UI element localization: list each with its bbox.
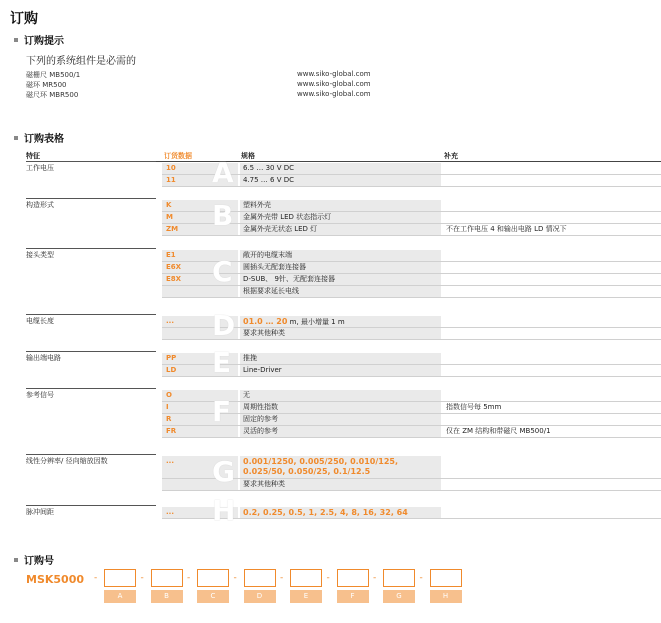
order-slot-d[interactable]: [244, 569, 276, 587]
order-code: O: [162, 390, 238, 401]
spec-cell: [240, 353, 441, 364]
order-separator: -: [94, 573, 98, 583]
spec-text: 灵活的参考: [243, 427, 278, 435]
order-separator: -: [373, 573, 377, 583]
table-row: [162, 507, 661, 518]
order-code: ...: [162, 316, 238, 327]
table-row: [162, 224, 661, 235]
order-code: ...: [162, 507, 238, 518]
order-code: ZM: [162, 224, 238, 235]
spec-cell: [240, 163, 441, 174]
spec-text: Line-Driver: [243, 366, 282, 374]
table-heading: 订购表格: [14, 130, 64, 145]
hint-text: 下列的系统组件是必需的: [26, 56, 136, 67]
feature-label: 构造形式: [26, 201, 54, 209]
row-divider: [162, 186, 661, 187]
note-cell: [443, 507, 661, 518]
feature-label: 参考信号: [26, 391, 54, 399]
spec-value: 01.0 … 20: [243, 317, 288, 326]
note-cell: [443, 274, 661, 285]
feature-label: 电缆长度: [26, 317, 54, 325]
order-code: ...: [162, 456, 238, 478]
spec-cell: [240, 286, 441, 297]
row-divider: [162, 437, 661, 438]
table-row: [162, 414, 661, 425]
hint-item-name: 磁尺环 MBR500: [26, 91, 79, 99]
order-code: E6X: [162, 262, 238, 273]
order-code: M: [162, 212, 238, 223]
feature-divider: [26, 161, 156, 162]
note-cell: [443, 262, 661, 273]
note-cell: [443, 316, 661, 327]
order-code: E1: [162, 250, 238, 261]
order-slot-a[interactable]: [104, 569, 136, 587]
order-heading: 订购号: [14, 552, 54, 567]
order-code: 10: [162, 163, 238, 174]
table-row: [162, 456, 661, 478]
table-row: [162, 402, 661, 413]
order-separator: -: [233, 573, 237, 583]
table-row: [162, 274, 661, 285]
note-cell: [443, 414, 661, 425]
spec-text: 金属外壳带 LED 状态指示灯: [243, 213, 332, 221]
order-slot-e[interactable]: [290, 569, 322, 587]
row-divider: [162, 518, 661, 519]
spec-text: D-SUB、 9针、无配套连接器: [243, 275, 335, 283]
table-row: [162, 175, 661, 186]
spec-cell: [240, 274, 441, 285]
spec-cell: [240, 426, 441, 437]
order-code: R: [162, 414, 238, 425]
hint-heading: 订购提示: [14, 32, 64, 47]
table-row: [162, 316, 661, 327]
header-feature: 特征: [26, 152, 40, 160]
note-cell: [443, 479, 661, 490]
feature-label: 脉冲间距: [26, 508, 54, 516]
note-cell: [443, 212, 661, 223]
header-spec: 规格: [241, 152, 255, 160]
feature-divider: [26, 454, 156, 455]
hint-item-name: 磁环 MR500: [26, 81, 67, 89]
order-code: PP: [162, 353, 238, 364]
order-slot-b[interactable]: [151, 569, 183, 587]
spec-text: m, 最小增量 1 m: [287, 318, 345, 326]
order-slot-label: H: [430, 590, 462, 603]
row-divider: [162, 297, 661, 298]
spec-text: 固定的参考: [243, 415, 278, 423]
feature-label: 线性分辨率/ 径向缩放因数: [26, 457, 108, 465]
spec-text: 6.5 … 30 V DC: [243, 164, 295, 172]
spec-cell: [240, 402, 441, 413]
order-slot-label: D: [244, 590, 276, 603]
section-letter: D: [212, 309, 236, 342]
spec-text: 推挽: [243, 354, 257, 362]
table-row: [162, 365, 661, 376]
row-divider: [162, 490, 661, 491]
table-row: [162, 262, 661, 273]
order-separator: -: [140, 573, 144, 583]
spec-cell: [240, 212, 441, 223]
spec-text: 根据要求延长电线: [243, 287, 299, 295]
section-letter: G: [212, 454, 235, 488]
feature-divider: [26, 505, 156, 506]
order-slot-label: C: [197, 590, 229, 603]
note-cell: 不在工作电压 4 和输出电路 LD 情况下: [443, 224, 661, 235]
spec-cell: [240, 175, 441, 186]
feature-label: 接头类型: [26, 251, 54, 259]
order-code: E8X: [162, 274, 238, 285]
spec-cell: [240, 328, 441, 339]
spec-cell: [240, 414, 441, 425]
spec-text: 4.75 … 6 V DC: [243, 176, 295, 184]
spec-cell: [240, 479, 441, 490]
order-code: 11: [162, 175, 238, 186]
feature-label: 工作电压: [26, 164, 54, 172]
bullet-square-icon: [14, 558, 18, 562]
table-row: [162, 286, 661, 297]
spec-text: 圆插头无配套连接器: [243, 263, 306, 271]
table-row: [162, 426, 661, 437]
note-cell: [443, 353, 661, 364]
spec-text: 金属外壳无状态 LED 灯: [243, 225, 318, 233]
header-note: 补充: [444, 152, 458, 160]
note-cell: [443, 163, 661, 174]
table-row: [162, 212, 661, 223]
spec-cell: [240, 250, 441, 261]
row-divider: [162, 376, 661, 377]
hint-item-url: www.siko-global.com: [297, 90, 371, 98]
order-slot-label: F: [337, 590, 369, 603]
table-row: [162, 163, 661, 174]
hint-item-name: 磁栅尺 MB500/1: [26, 71, 81, 79]
spec-cell: [240, 456, 441, 478]
section-letter: F: [212, 395, 232, 428]
order-slot-c[interactable]: [197, 569, 229, 587]
order-slot-label: A: [104, 590, 136, 603]
table-row: [162, 328, 661, 339]
order-code: I: [162, 402, 238, 413]
feature-divider: [26, 248, 156, 249]
spec-value: 0.2, 0.25, 0.5, 1, 2.5, 4, 8, 16, 32, 64: [243, 508, 408, 517]
note-cell: 仅在 ZM 结构和带磁尺 MB500/1: [443, 426, 661, 437]
section-letter: A: [212, 156, 234, 189]
feature-divider: [26, 198, 156, 199]
order-code: FR: [162, 426, 238, 437]
spec-text: 要求其他种类: [243, 329, 285, 337]
page-title: 订购: [10, 11, 38, 27]
order-separator: -: [419, 573, 423, 583]
note-cell: [443, 175, 661, 186]
header-code: 订货数据: [164, 152, 192, 160]
spec-cell: [240, 224, 441, 235]
note-cell: [443, 365, 661, 376]
note-cell: [443, 456, 661, 478]
spec-text: 周期性指数: [243, 403, 278, 411]
note-cell: [443, 328, 661, 339]
table-row: [162, 390, 661, 401]
order-slot-f[interactable]: [337, 569, 369, 587]
spec-cell: [240, 390, 441, 401]
order-slot-g[interactable]: [383, 569, 415, 587]
section-letter: B: [212, 199, 234, 232]
feature-label: 输出端电路: [26, 354, 61, 362]
spec-cell: [240, 262, 441, 273]
order-code: K: [162, 200, 238, 211]
hint-item-url: www.siko-global.com: [297, 70, 371, 78]
bullet-square-icon: [14, 136, 18, 140]
spec-text: 要求其他种类: [243, 480, 285, 488]
spec-value: 0.001/1250, 0.005/250, 0.010/125,: [243, 457, 399, 466]
feature-divider: [26, 388, 156, 389]
section-letter: H: [212, 494, 236, 527]
feature-divider: [26, 351, 156, 352]
spec-cell: [240, 507, 441, 518]
section-letter: E: [212, 346, 232, 379]
note-cell: [443, 286, 661, 297]
hint-item-url: www.siko-global.com: [297, 80, 371, 88]
spec-cell: [240, 316, 441, 327]
table-row: [162, 200, 661, 211]
order-slot-label: B: [151, 590, 183, 603]
order-slot-label: E: [290, 590, 322, 603]
section-letter: C: [212, 255, 233, 288]
order-slot-h[interactable]: [430, 569, 462, 587]
order-model: MSK5000: [26, 573, 85, 586]
note-cell: [443, 250, 661, 261]
note-cell: 指数信号每 5mm: [443, 402, 661, 413]
order-separator: -: [280, 573, 284, 583]
row-divider: [162, 235, 661, 236]
feature-divider: [26, 314, 156, 315]
spec-cell: [240, 200, 441, 211]
note-cell: [443, 390, 661, 401]
table-row: [162, 353, 661, 364]
order-slot-label: G: [383, 590, 415, 603]
table-row: [162, 479, 661, 490]
spec-cell: [240, 365, 441, 376]
bullet-square-icon: [14, 38, 18, 42]
spec-text: 塑料外壳: [243, 201, 271, 209]
spec-text: 无: [243, 391, 250, 399]
spec-value: 0.025/50, 0.050/25, 0.1/12.5: [243, 467, 371, 476]
order-code: LD: [162, 365, 238, 376]
row-divider: [162, 339, 661, 340]
note-cell: [443, 200, 661, 211]
spec-text: 敞开的电缆末端: [243, 251, 292, 259]
order-separator: -: [187, 573, 191, 583]
table-row: [162, 250, 661, 261]
order-separator: -: [326, 573, 330, 583]
